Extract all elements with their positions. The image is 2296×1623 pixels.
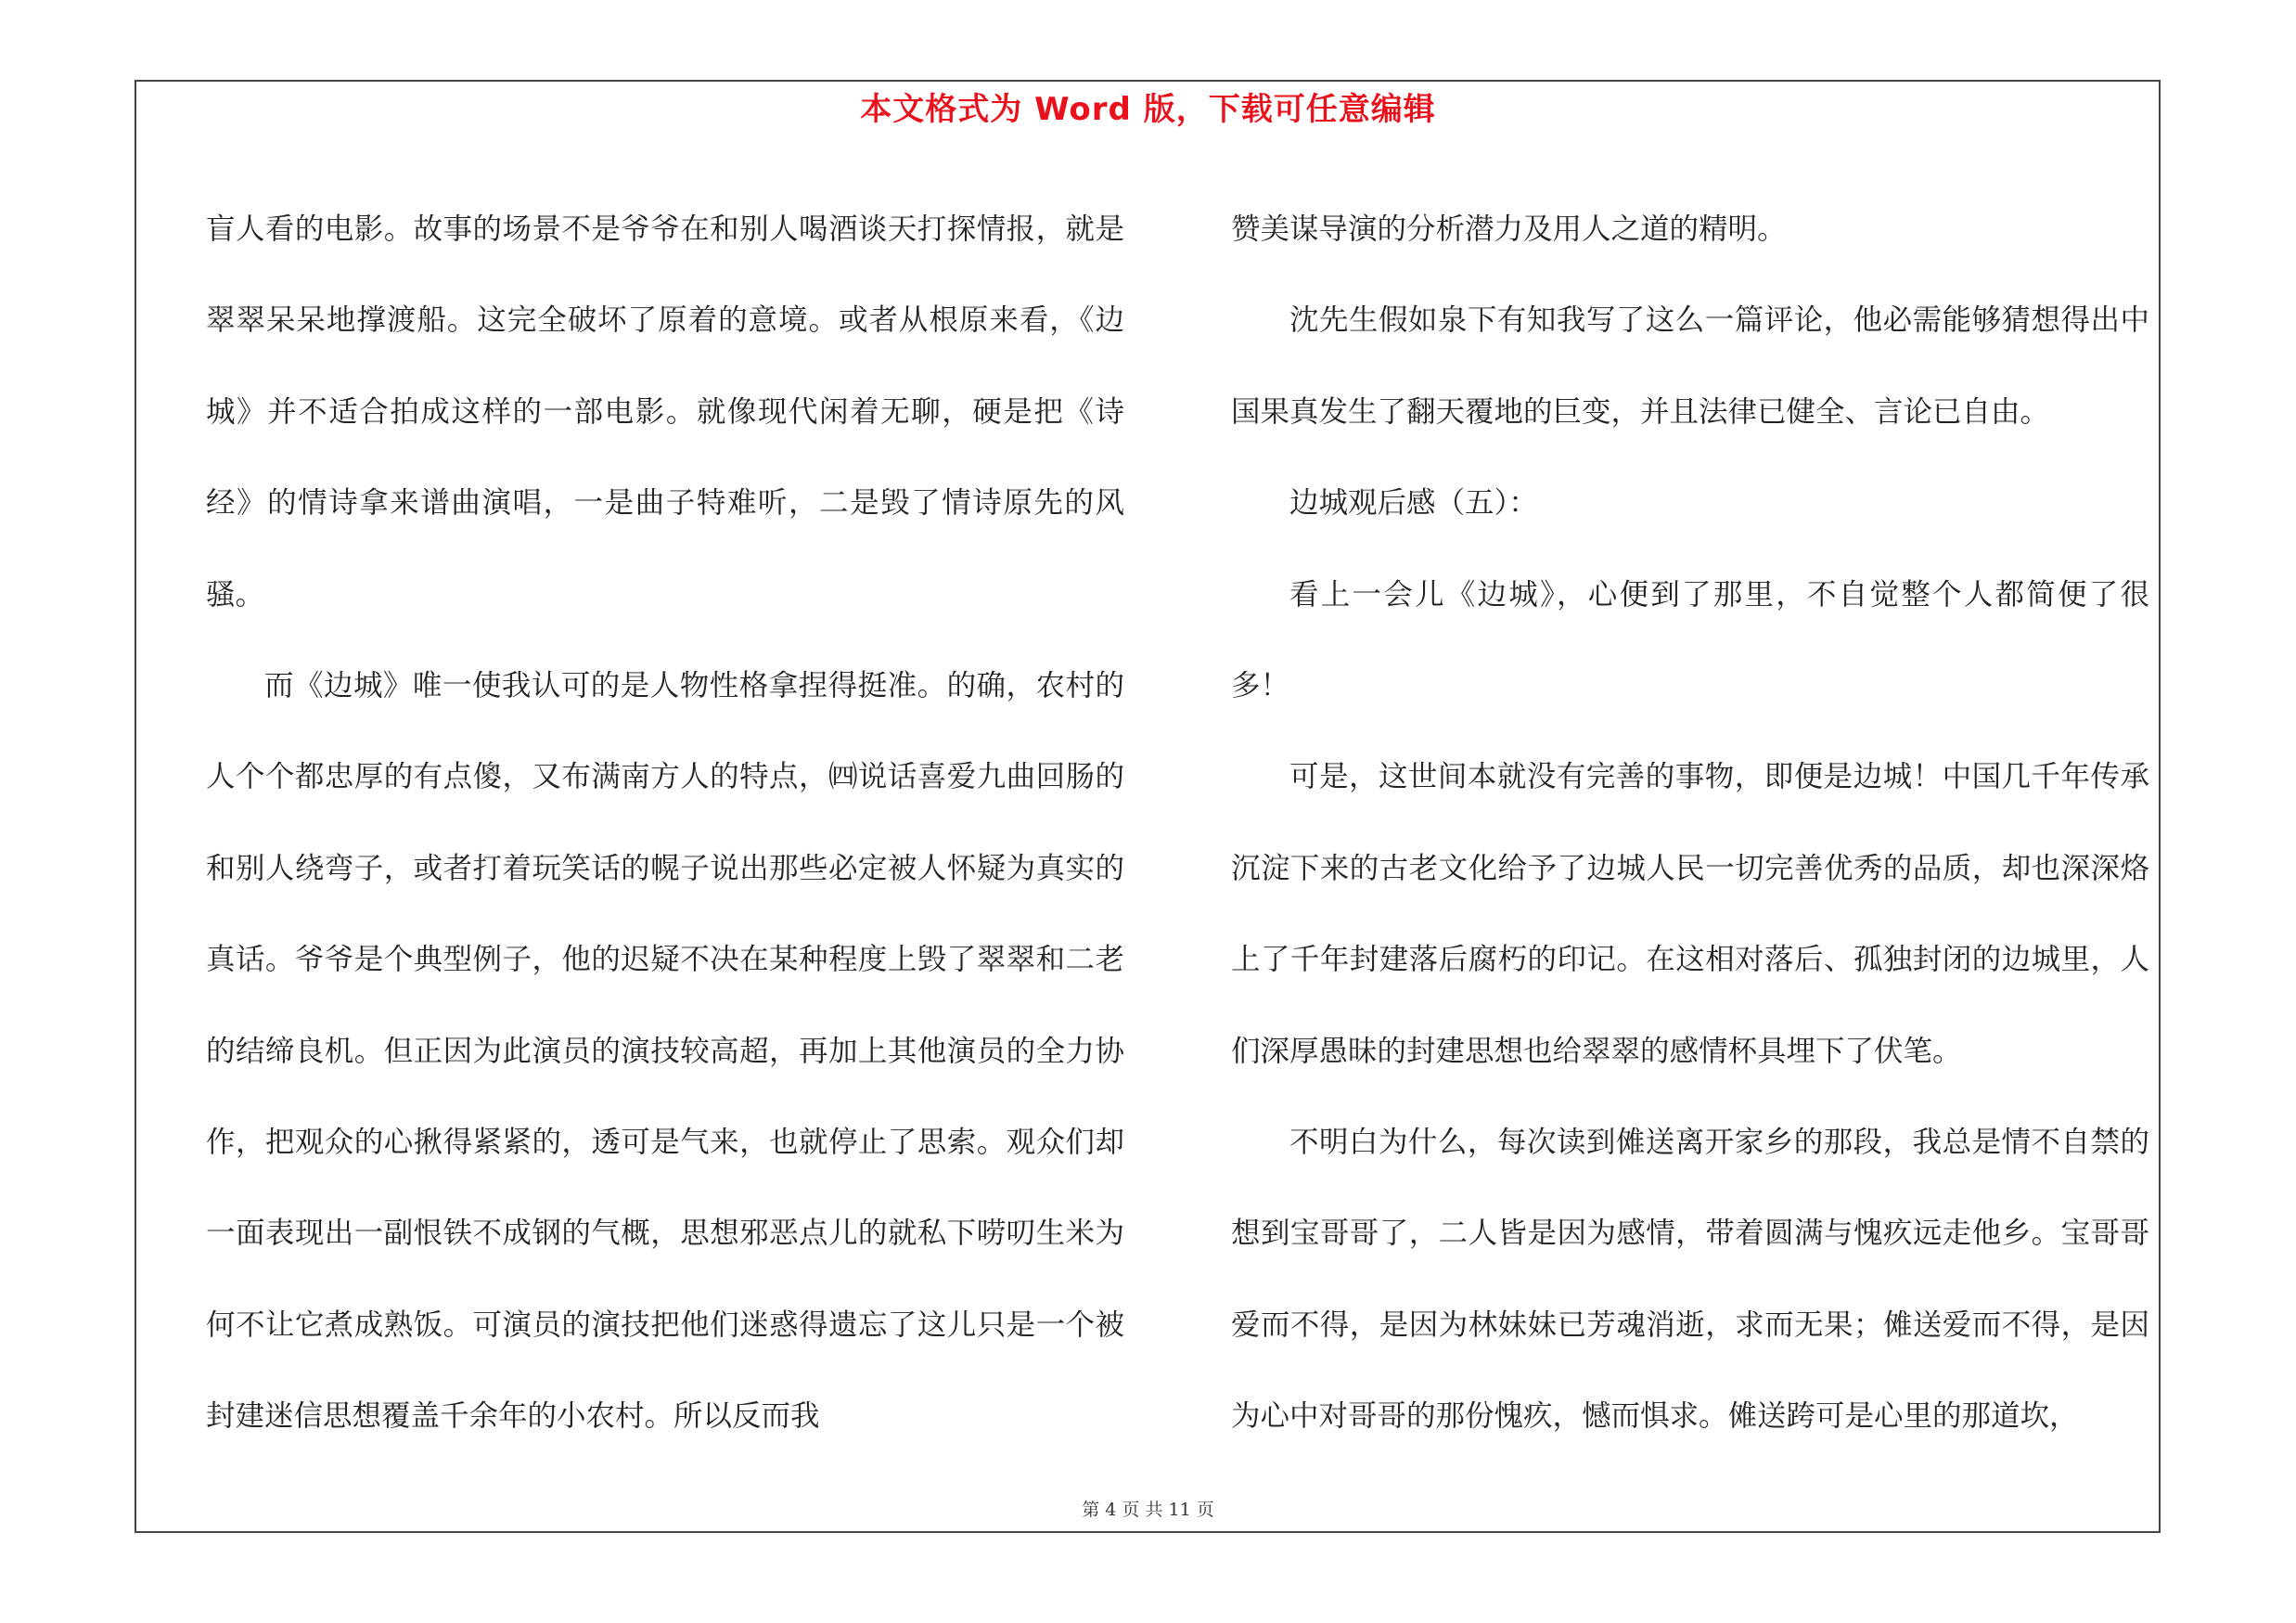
word-format-banner: 本文格式为 Word 版，下载可任意编辑 xyxy=(860,91,1436,128)
paragraph: 可是，这世间本就没有完善的事物，即便是边城！中国几千年传承沉淀下来的古老文化给予了边城人民一切完善优秀的品质，却也深深烙上了千年封建落后腐朽的印记。在这相对落后、孤独封闭的边城里，人们深厚愚昧的封建思想也给翠翠的感情杯具埋下了伏笔。 xyxy=(1231,760,2149,1068)
paragraph: 而《边城》唯一使我认可的是人物性格拿捏得挺准。的确，农村的人个个都忠厚的有点傻，又布满南方人的特点，㈣说话喜爱九曲回肠的和别人绕弯子，或者打着玩笑话的幌子说出那些必定被人怀疑为真实的真话。爷爷是个典型例子，他的迟疑不决在某种程度上毁了翠翠和二老的结缔良机。但正因为此演员的演技较高超，再加上其他演员的全力协作，把观众的心揪得紧紧的，透可是气来，也就停止了思索。观众们却一面表现出一副恨铁不成钢的气概，思想邪恶点儿的就私下唠叨生米为何不让它煮成熟饭。可演员的演技把他们迷惑得遗忘了这儿只是一个被封建迷信思想覆盖千余年的小农村。所以反而我 xyxy=(206,669,1124,1434)
paragraph: 不明白为什么，每次读到傩送离开家乡的那段，我总是情不自禁的想到宝哥哥了，二人皆是因为感情，带着圆满与愧疚远走他乡。宝哥哥爱而不得，是因为林妹妹已芳魂消逝，求而无果；傩送爱而不得，是因为心中对哥哥的那份愧疚，憾而惧求。傩送跨可是心里的那道坎， xyxy=(1231,1126,2149,1434)
paragraph: 盲人看的电影。故事的场景不是爷爷在和别人喝酒谈天打探情报，就是翠翠呆呆地撑渡船。这完全破坏了原着的意境。或者从根原来看，《边城》并不适合拍成这样的一部电影。就像现代闲着无聊，硬是把《诗经》的情诗拿来谱曲演唱，一是曲子特难听，二是毁了情诗原先的风骚。 xyxy=(206,213,1124,612)
right-column xyxy=(1231,184,2149,1462)
left-column xyxy=(206,184,1124,1462)
paragraph: 赞美谋导演的分析潜力及用人之道的精明。 xyxy=(1231,213,1787,246)
paragraph: 沈先生假如泉下有知我写了这么一篇评论，他必需能够猜想得出中国果真发生了翻天覆地的巨变，并且法律已健全、言论已自由。 xyxy=(1231,303,2149,429)
paragraph: 看上一会儿《边城》，心便到了那里，不自觉整个人都简便了很多！ xyxy=(1231,577,2149,703)
section-heading: 边城观后感（五）： xyxy=(1289,486,1538,521)
page-number-footer: 第 4 页 共 11 页 xyxy=(1082,1500,1214,1520)
